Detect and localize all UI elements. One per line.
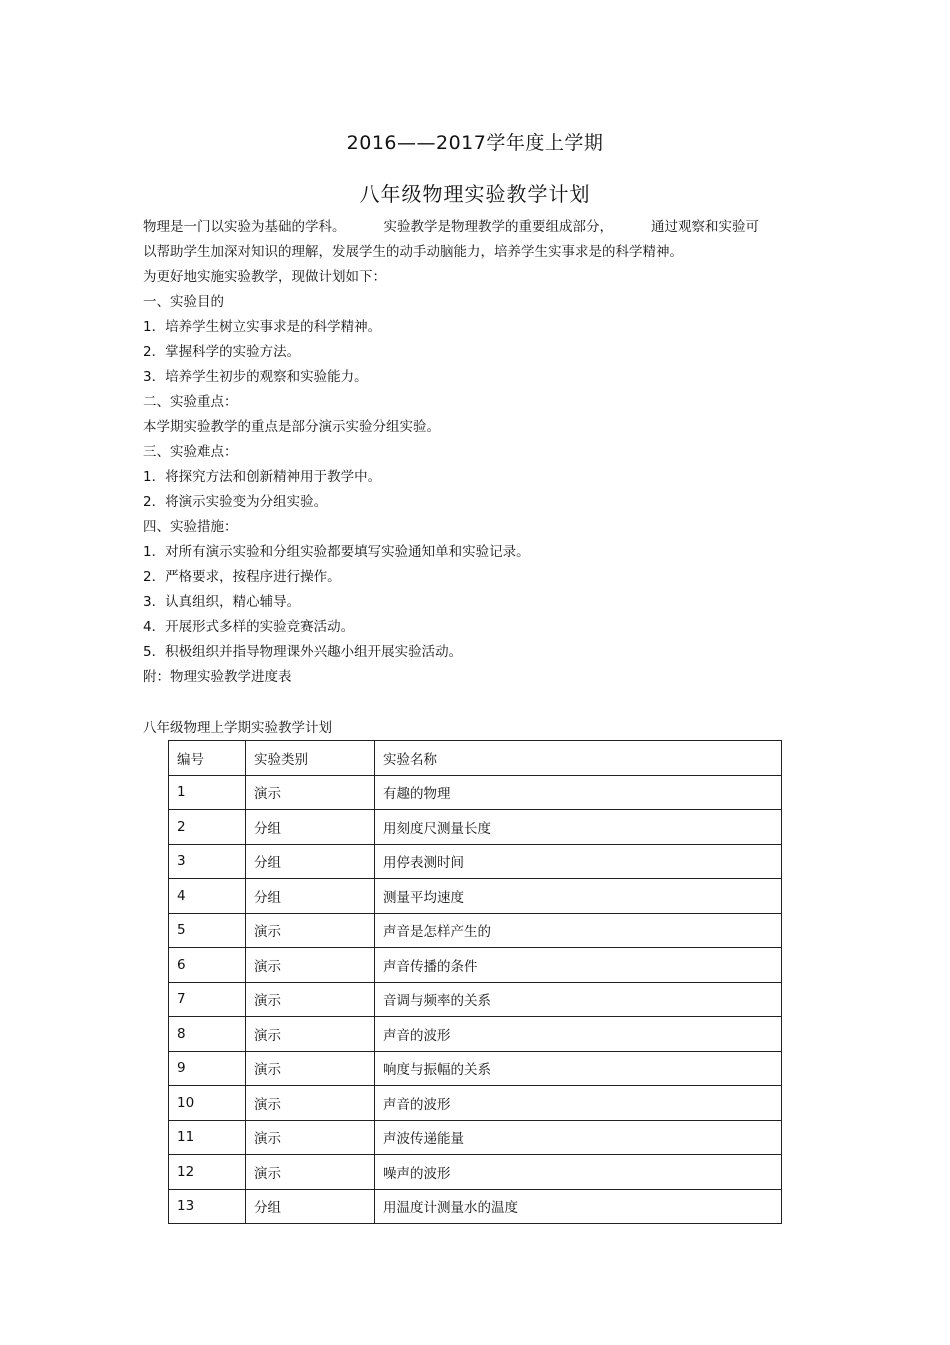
list-item: 3．认真组织，精心辅导。 [143,594,301,610]
cell-category: 演示 [246,948,375,983]
list-item: 3．培养学生初步的观察和实验能力。 [143,369,368,385]
cell-category: 演示 [246,1086,375,1121]
cell-category: 演示 [246,982,375,1017]
cell-category: 演示 [246,1017,375,1052]
cell-name: 声音的波形 [375,1086,782,1121]
header-name: 实验名称 [375,741,782,776]
cell-category: 分组 [246,810,375,845]
cell-name: 响度与振幅的关系 [375,1051,782,1086]
cell-number: 2 [169,810,246,845]
cell-name: 声音传播的条件 [375,948,782,983]
cell-number: 10 [169,1086,246,1121]
header-category: 实验类别 [246,741,375,776]
cell-name: 声音的波形 [375,1017,782,1052]
table-row [169,1086,782,1121]
cell-name: 用停表测时间 [375,844,782,879]
cell-category: 演示 [246,1051,375,1086]
intro-text: 物理是一门以实验为基础的学科。 [143,219,346,235]
section-heading: 四、实验措施： [143,519,238,535]
cell-number: 9 [169,1051,246,1086]
cell-category: 演示 [246,1120,375,1155]
cell-name: 音调与频率的关系 [375,982,782,1017]
table-row [169,1017,782,1052]
table-row [169,1189,782,1224]
list-item: 5．积极组织并指导物理课外兴趣小组开展实验活动。 [143,644,463,660]
table-header-row [169,741,782,776]
cell-name: 测量平均速度 [375,879,782,914]
cell-category: 分组 [246,879,375,914]
cell-name: 噪声的波形 [375,1155,782,1190]
cell-number: 8 [169,1017,246,1052]
list-item: 2．将演示实验变为分组实验。 [143,494,328,510]
section-heading: 二、实验重点： [143,394,238,410]
table-row [169,844,782,879]
cell-number: 1 [169,775,246,810]
table-row [169,1051,782,1086]
cell-category: 演示 [246,1155,375,1190]
cell-category: 演示 [246,913,375,948]
document-title-year: 2016——2017学年度上学期 [346,132,604,154]
table-row [169,879,782,914]
list-item: 1．对所有演示实验和分组实验都要填写实验通知单和实验记录。 [143,544,530,560]
cell-category: 演示 [246,775,375,810]
cell-number: 6 [169,948,246,983]
section-heading: 一、实验目的 [143,294,224,310]
list-item: 4．开展形式多样的实验竞赛活动。 [143,619,355,635]
cell-name: 有趣的物理 [375,775,782,810]
table-row [169,913,782,948]
cell-category: 分组 [246,1189,375,1224]
appendix-note: 附：物理实验教学进度表 [143,669,292,685]
list-item: 2．严格要求，按程序进行操作。 [143,569,341,585]
cell-name: 声波传递能量 [375,1120,782,1155]
text-line: 为更好地实施实验教学，现做计划如下： [143,269,386,285]
plan-sections [143,265,803,690]
table-row [169,948,782,983]
intro-text: 通过观察和实验可 [651,219,759,235]
intro-text: 以帮助学生加深对知识的理解，发展学生的动手动脑能力，培养学生实事求是的科学精神。 [143,243,683,260]
list-item: 1．将探究方法和创新精神用于教学中。 [143,469,382,485]
list-item: 2．掌握科学的实验方法。 [143,344,301,360]
cell-number: 12 [169,1155,246,1190]
table-row [169,982,782,1017]
intro-text: 实验教学是物理教学的重要组成部分， [383,219,613,235]
table-row [169,1155,782,1190]
list-item: 1．培养学生树立实事求是的科学精神。 [143,319,382,335]
section-heading: 三、实验难点： [143,444,238,460]
cell-name: 用刻度尺测量长度 [375,810,782,845]
cell-number: 3 [169,844,246,879]
table-row [169,810,782,845]
cell-number: 5 [169,913,246,948]
table-row [169,775,782,810]
cell-number: 7 [169,982,246,1017]
experiment-table [168,740,782,1224]
header-number: 编号 [169,741,246,776]
cell-name: 用温度计测量水的温度 [375,1189,782,1224]
text-line: 本学期实验教学的重点是部分演示实验分组实验。 [143,419,440,435]
cell-category: 分组 [246,844,375,879]
cell-number: 11 [169,1120,246,1155]
intro-paragraph [143,215,803,264]
table-row [169,1120,782,1155]
cell-number: 13 [169,1189,246,1224]
cell-number: 4 [169,879,246,914]
cell-name: 声音是怎样产生的 [375,913,782,948]
document-title: 八年级物理实验教学计划 [359,182,591,206]
table-caption: 八年级物理上学期实验教学计划 [143,720,332,736]
